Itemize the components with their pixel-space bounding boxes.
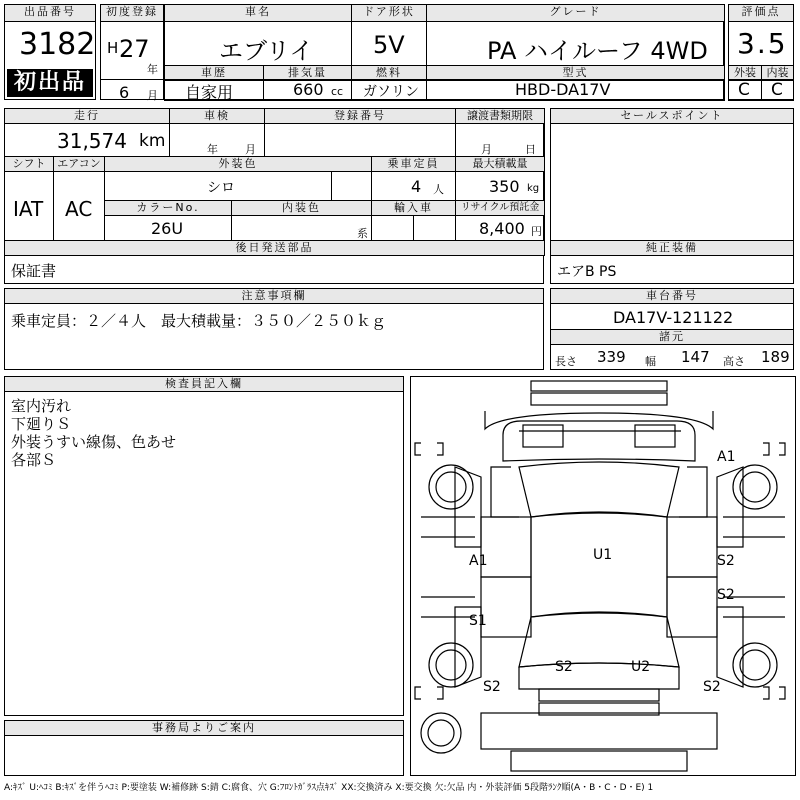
door-label: ドア形状 <box>351 4 427 22</box>
car-diagram <box>411 377 795 775</box>
width: 147 <box>681 348 710 366</box>
inspector-note-1: 室内汚れ <box>11 397 72 415</box>
damage-mark-8: U2 <box>631 659 651 675</box>
length: 339 <box>597 348 626 366</box>
mileage: 31,574 <box>57 129 127 153</box>
office-notice-label: 事務局よりご案内 <box>4 720 404 736</box>
exterior-color-label: 外装色 <box>104 156 372 172</box>
model-code: HBD-DA17V <box>515 80 611 99</box>
capacity-unit: 人 <box>433 183 444 196</box>
caution-label: 注意事項欄 <box>4 288 544 304</box>
caution-text: 乗車定員：２／４人 最大積載量：３５０／２５０ｋｇ <box>11 312 387 330</box>
transfer-month-unit: 月 <box>481 143 492 156</box>
history: 自家用 <box>185 83 234 102</box>
height-label: 高さ <box>723 355 745 368</box>
damage-mark-9: S2 <box>483 679 501 695</box>
registration-number-cell <box>264 123 456 157</box>
exterior-label: 外装 <box>728 65 762 81</box>
damage-mark-2: U1 <box>593 547 613 563</box>
chassis-number-label: 車台番号 <box>550 288 794 304</box>
inspection-label: 車検 <box>169 108 265 124</box>
chassis-box <box>550 288 794 370</box>
registration-year: 27 <box>119 35 150 63</box>
lot-number-label: 出品番号 <box>4 4 96 22</box>
inspector-note-2: 下廻りＳ <box>11 415 72 433</box>
shift-label: シフト <box>4 156 54 172</box>
sales-point-box <box>550 108 794 284</box>
main-header-box <box>164 4 724 100</box>
width-label: 幅 <box>645 355 656 368</box>
interior-color-unit: 系 <box>357 227 368 240</box>
grade-label: グレード <box>426 4 725 22</box>
car-name: エブリイ <box>219 37 314 65</box>
registration-month: 6 <box>119 83 130 102</box>
sales-point-label: セールスポイント <box>550 108 794 124</box>
damage-mark-3: A1 <box>469 553 488 569</box>
damage-mark-7: S2 <box>555 659 573 675</box>
inspection-year-unit: 年 <box>207 143 218 156</box>
recycle-fee-unit: 円 <box>531 225 542 238</box>
fuel-label: 燃料 <box>351 65 427 81</box>
office-notice-box <box>4 720 404 776</box>
spec-table <box>4 108 544 284</box>
exterior-color-extra-cell <box>331 171 372 201</box>
score: 3.5 <box>737 27 788 60</box>
recycle-fee-label: リサイクル預託金 <box>455 200 545 216</box>
max-load: 350 <box>489 177 520 196</box>
inspector-box <box>4 376 404 716</box>
damage-mark-4: S2 <box>717 553 735 569</box>
capacity: 4 <box>411 177 422 196</box>
lot-number: 3182 <box>19 27 96 62</box>
dimensions-label: 諸元 <box>550 329 794 345</box>
era: H <box>107 39 119 57</box>
height: 189 <box>761 348 790 366</box>
genuine-equipment-label: 純正装備 <box>550 240 794 256</box>
interior-color-label: 内装色 <box>231 200 372 216</box>
legend-footer: A:ｷｽﾞ U:ﾍｺﾐ B:ｷｽﾞを伴うﾍｺﾐ P:要塗装 W:補修跡 S:錆 C:腐食、穴 G:ﾌﾛﾝﾄｶﾞﾗｽ点ｷｽﾞ XX:交換済み X:要交換 欠:欠品 内・外装評価 5段階ﾗﾝｸ順(A・B・C・D・E) 1 <box>4 783 654 793</box>
mileage-label: 走行 <box>4 108 170 124</box>
damage-mark-6: S1 <box>469 613 487 629</box>
car-name-label: 車名 <box>164 4 352 22</box>
transfer-deadline-label: 譲渡書類期限 <box>455 108 545 124</box>
import-label: 輸入車 <box>371 200 456 216</box>
interior-color-cell <box>231 215 372 241</box>
damage-diagram-box <box>410 376 796 776</box>
damage-mark-1: A1 <box>717 449 736 465</box>
displacement-unit: cc <box>331 85 344 98</box>
month-divider <box>100 79 164 80</box>
displacement: 660 <box>293 80 324 99</box>
month-unit: 月 <box>147 89 158 102</box>
capacity-label: 乗車定員 <box>371 156 456 172</box>
import-cell-1 <box>371 215 414 241</box>
shift: IAT <box>13 197 44 221</box>
transfer-day-unit: 日 <box>525 143 536 156</box>
inspector-note-3: 外装うすい線傷、色あせ <box>11 433 177 451</box>
history-label: 車歴 <box>164 65 264 81</box>
length-label: 長さ <box>555 355 577 368</box>
lot-number-box <box>4 4 96 100</box>
damage-mark-5: S2 <box>717 587 735 603</box>
score-box <box>728 4 794 100</box>
inspection-month-unit: 月 <box>245 143 256 156</box>
interior-label: 内装 <box>761 65 794 81</box>
fuel: ガソリン <box>363 84 419 100</box>
door-type: 5V <box>373 31 405 59</box>
color-number: 26U <box>151 219 184 238</box>
grade: PA ハイルーフ 4WD <box>487 37 708 65</box>
first-registration-label: 初度登録 <box>100 4 164 22</box>
registration-number-label: 登録番号 <box>264 108 456 124</box>
import-cell-2 <box>413 215 456 241</box>
max-load-unit: kg <box>527 183 540 194</box>
max-load-label: 最大積載量 <box>455 156 545 172</box>
mileage-unit: km <box>139 131 166 151</box>
inspector-note-4: 各部Ｓ <box>11 451 57 469</box>
air-conditioner: AC <box>65 197 93 221</box>
model-label: 型式 <box>426 65 725 81</box>
chassis-number: DA17V-121122 <box>613 308 734 327</box>
year-unit: 年 <box>147 63 158 76</box>
displacement-label: 排気量 <box>263 65 352 81</box>
color-number-label: カラーNo. <box>104 200 232 216</box>
exterior-color: シロ <box>207 180 235 196</box>
later-parts: 保証書 <box>11 262 57 280</box>
caution-box <box>4 288 544 370</box>
recycle-fee: 8,400 <box>479 219 525 238</box>
exterior-grade: C <box>738 80 750 100</box>
inspector-label: 検査員記入欄 <box>4 376 404 392</box>
damage-mark-10: S2 <box>703 679 721 695</box>
score-label: 評価点 <box>728 4 794 22</box>
first-listing-badge: 初出品 <box>7 69 93 97</box>
ac-label: エアコン <box>53 156 105 172</box>
interior-grade: C <box>771 80 783 100</box>
genuine-equipment: エアB PS <box>557 264 617 280</box>
first-registration-box <box>100 4 164 100</box>
later-parts-label: 後日発送部品 <box>4 240 545 256</box>
